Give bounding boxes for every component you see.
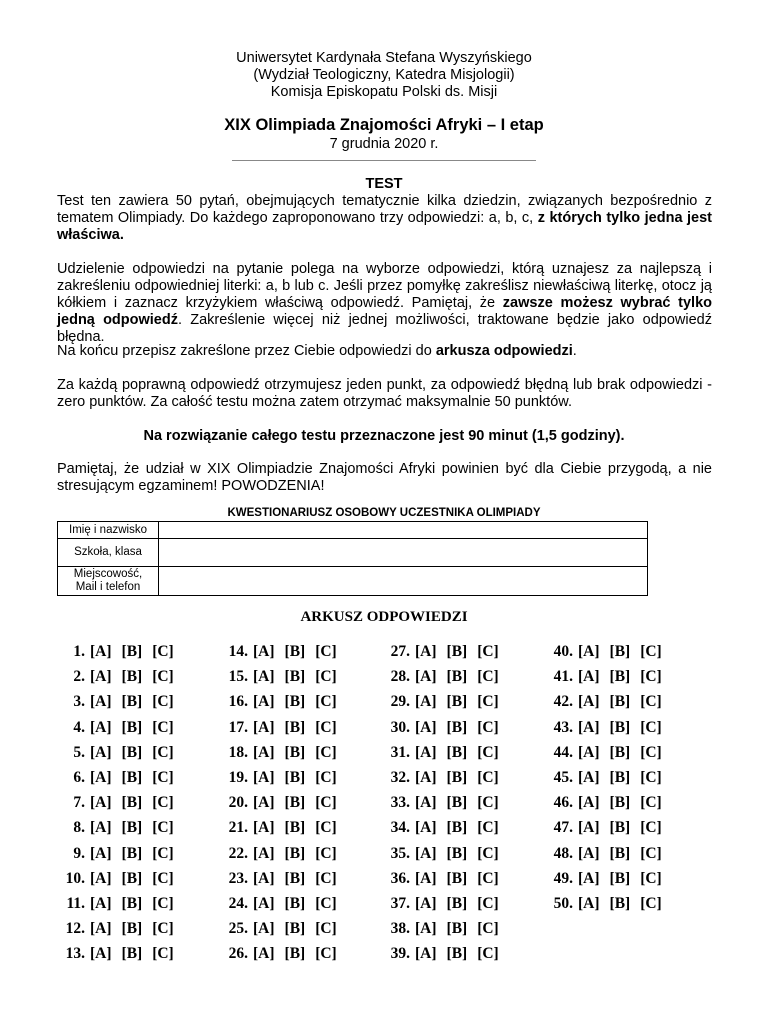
answer-option[interactable]: [C]: [477, 718, 499, 736]
question-number: 12.: [65, 920, 85, 938]
question-number: 25.: [228, 920, 248, 938]
answer-option[interactable]: [C]: [315, 945, 337, 963]
answer-option[interactable]: [B]: [609, 794, 631, 812]
answer-row: [220, 744, 347, 762]
answer-option[interactable]: [B]: [446, 920, 468, 938]
answer-row: [382, 668, 509, 686]
answer-option[interactable]: [B]: [609, 693, 631, 711]
answer-row: [382, 643, 509, 661]
answer-option[interactable]: [B]: [446, 895, 468, 912]
question-number: 38.: [390, 920, 410, 938]
answer-option[interactable]: [A]: [415, 693, 437, 711]
answer-option[interactable]: [B]: [121, 743, 143, 761]
answer-row: [545, 693, 672, 711]
label-school: Szkoła, klasa: [58, 539, 159, 567]
question-number: 23.: [228, 869, 248, 887]
answer-sheet-title: ARKUSZ ODPOWIEDZI: [300, 609, 468, 625]
answer-option[interactable]: [A]: [578, 769, 600, 786]
question-number: 29.: [390, 693, 410, 711]
answer-option[interactable]: [A]: [578, 743, 600, 761]
answer-option[interactable]: [C]: [477, 643, 499, 660]
questionnaire-title: KWESTIONARIUSZ OSOBOWY UCZESTNIKA OLIMPIADY: [227, 507, 541, 519]
answer-option[interactable]: [B]: [446, 844, 468, 862]
answer-row: [220, 769, 347, 787]
page-title: XIX Olimpiada Znajomości Afryki – I etap: [224, 116, 544, 134]
answer-option[interactable]: [A]: [90, 668, 112, 686]
answer-row: [220, 845, 347, 863]
answer-option[interactable]: [B]: [121, 693, 143, 711]
answer-option[interactable]: [A]: [90, 895, 112, 912]
answer-option[interactable]: [C]: [152, 769, 174, 786]
question-number: 15.: [228, 668, 248, 686]
answer-option[interactable]: [C]: [152, 794, 174, 812]
answer-row: [382, 719, 509, 737]
question-number: 47.: [553, 819, 573, 837]
answer-option[interactable]: [A]: [253, 718, 275, 736]
answer-row: [57, 693, 184, 711]
question-number: 35.: [390, 844, 410, 862]
answer-option[interactable]: [B]: [121, 945, 143, 963]
question-number: 48.: [553, 844, 573, 862]
label-contact-line1: Miejscowość,: [73, 568, 143, 580]
answer-option[interactable]: [A]: [253, 769, 275, 786]
paragraph-text: . Zakreślenie więcej niż jednej możliwości, traktowane będzie jako odpowiedź błędna.: [57, 312, 712, 345]
answer-option[interactable]: [A]: [253, 945, 275, 963]
answer-option[interactable]: [C]: [477, 794, 499, 812]
answer-option[interactable]: [C]: [477, 743, 499, 761]
answer-row: [545, 845, 672, 863]
answer-option[interactable]: [B]: [609, 718, 631, 736]
answer-option[interactable]: [B]: [446, 743, 468, 761]
answer-row: [57, 769, 184, 787]
answer-option[interactable]: [B]: [284, 643, 306, 660]
answer-row: [57, 845, 184, 863]
answer-option[interactable]: [C]: [315, 643, 337, 660]
answer-option[interactable]: [C]: [477, 869, 499, 887]
question-number: 30.: [390, 718, 410, 736]
answer-row: [382, 693, 509, 711]
answer-option[interactable]: [C]: [315, 794, 337, 812]
paragraph-text: .: [572, 343, 577, 359]
answer-row: [545, 719, 672, 737]
question-number: 2.: [73, 668, 85, 686]
question-number: 22.: [228, 844, 248, 862]
answer-option[interactable]: [C]: [315, 920, 337, 938]
answer-option[interactable]: [A]: [90, 693, 112, 711]
answer-option[interactable]: [A]: [253, 869, 275, 887]
paragraph-text: Test ten zawiera 50 pytań, obejmujących tematycznie kilka dziedzin, związanych bezpośrednio z tematem Olimpiady. Do każdego zaproponowano trzy odpowiedzi: a, b, c,: [57, 193, 712, 226]
answer-option[interactable]: [C]: [477, 693, 499, 711]
answer-option[interactable]: [B]: [121, 668, 143, 686]
answer-row: [382, 945, 509, 963]
answer-row: [545, 668, 672, 686]
answer-row: [382, 819, 509, 837]
paragraph-emphasis: zawsze możesz wybrać tylko jedną odpowiedź: [57, 295, 712, 328]
answer-option[interactable]: [C]: [152, 819, 174, 837]
answer-row: [57, 920, 184, 938]
answer-row: [382, 744, 509, 762]
question-number: 21.: [228, 819, 248, 837]
answer-option[interactable]: [C]: [315, 743, 337, 761]
answer-option[interactable]: [A]: [253, 819, 275, 837]
question-number: 40.: [553, 643, 573, 660]
answer-option[interactable]: [C]: [315, 819, 337, 837]
answer-option[interactable]: [C]: [315, 693, 337, 711]
answer-row: [57, 643, 184, 661]
answer-option[interactable]: [A]: [578, 718, 600, 736]
question-number: 24.: [228, 895, 248, 912]
answer-option[interactable]: [B]: [609, 844, 631, 862]
question-number: 42.: [553, 693, 573, 711]
question-number: 36.: [390, 869, 410, 887]
answer-option[interactable]: [B]: [446, 869, 468, 887]
question-number: 20.: [228, 794, 248, 812]
answer-row: [57, 945, 184, 963]
question-number: 8.: [73, 819, 85, 837]
answer-option[interactable]: [B]: [446, 819, 468, 837]
answer-option[interactable]: [B]: [609, 895, 631, 912]
answer-option[interactable]: [A]: [415, 844, 437, 862]
question-number: 37.: [390, 895, 410, 912]
answer-option[interactable]: [B]: [121, 844, 143, 862]
answer-row: [57, 794, 184, 812]
question-number: 41.: [553, 668, 573, 686]
answer-option[interactable]: [A]: [415, 668, 437, 686]
answer-row: [220, 643, 347, 661]
answer-option[interactable]: [B]: [446, 668, 468, 686]
answer-option[interactable]: [C]: [477, 668, 499, 686]
answer-option[interactable]: [A]: [415, 769, 437, 786]
answer-option[interactable]: [C]: [477, 920, 499, 938]
answer-option[interactable]: [A]: [90, 844, 112, 862]
question-number: 44.: [553, 743, 573, 761]
answer-row: [57, 719, 184, 737]
answer-row: [382, 794, 509, 812]
answer-option[interactable]: [A]: [578, 794, 600, 812]
answer-option[interactable]: [B]: [121, 794, 143, 812]
label-name: Imię i nazwisko: [58, 522, 159, 539]
answer-option[interactable]: [C]: [152, 920, 174, 938]
answer-option[interactable]: [B]: [609, 643, 631, 660]
answer-row: [545, 819, 672, 837]
answer-option[interactable]: [C]: [640, 743, 662, 761]
answer-option[interactable]: [C]: [640, 869, 662, 887]
answer-option[interactable]: [B]: [446, 769, 468, 786]
answer-option[interactable]: [A]: [90, 769, 112, 786]
paragraph-instructions: [57, 261, 712, 346]
label-contact-line2: Mail i telefon: [75, 581, 141, 593]
answer-option[interactable]: [B]: [284, 718, 306, 736]
question-number: 39.: [390, 945, 410, 963]
answer-row: [382, 920, 509, 938]
divider: [232, 160, 536, 161]
answer-row: [220, 870, 347, 888]
question-number: 7.: [73, 794, 85, 812]
answer-option[interactable]: [C]: [315, 769, 337, 786]
answer-option[interactable]: [C]: [152, 844, 174, 862]
question-number: 33.: [390, 794, 410, 812]
question-number: 19.: [228, 769, 248, 786]
paragraph-scoring: Za każdą poprawną odpowiedź otrzymujesz jeden punkt, za odpowiedź błędną lub brak odpowiedzi - zero punktów. Za całość testu można zatem otrzymać maksymalnie 50 punktów.: [57, 377, 712, 410]
answer-option[interactable]: [A]: [415, 743, 437, 761]
question-number: 49.: [553, 869, 573, 887]
answer-option[interactable]: [C]: [477, 844, 499, 862]
answer-option[interactable]: [B]: [284, 819, 306, 837]
answer-option[interactable]: [C]: [640, 895, 662, 912]
question-number: 4.: [73, 718, 85, 736]
paragraph-transfer: [57, 343, 712, 360]
answer-option[interactable]: [A]: [90, 718, 112, 736]
answer-option[interactable]: [B]: [284, 945, 306, 963]
answer-option[interactable]: [B]: [446, 945, 468, 963]
question-number: 14.: [228, 643, 248, 660]
answer-option[interactable]: [B]: [446, 718, 468, 736]
answer-option[interactable]: [C]: [640, 819, 662, 837]
field-name[interactable]: [159, 522, 648, 539]
answer-option[interactable]: [C]: [152, 895, 174, 912]
exam-date: 7 grudnia 2020 r.: [329, 136, 439, 152]
answer-row: [220, 668, 347, 686]
answer-option[interactable]: [C]: [640, 693, 662, 711]
question-number: 43.: [553, 718, 573, 736]
answer-option[interactable]: [C]: [477, 945, 499, 963]
time-notice: Na rozwiązanie całego testu przeznaczone jest 90 minut (1,5 godziny).: [143, 428, 625, 444]
answer-row: [545, 643, 672, 661]
question-number: 3.: [73, 693, 85, 711]
answer-option[interactable]: [B]: [446, 643, 468, 660]
answer-option[interactable]: [A]: [415, 643, 437, 660]
answer-option[interactable]: [C]: [152, 668, 174, 686]
answer-option[interactable]: [B]: [609, 769, 631, 786]
commission-name: Komisja Episkopatu Polski ds. Misji: [270, 84, 498, 100]
field-school[interactable]: [159, 539, 648, 567]
answer-option[interactable]: [A]: [578, 693, 600, 711]
question-number: 50.: [553, 895, 573, 912]
answer-option[interactable]: [A]: [90, 643, 112, 660]
question-number: 32.: [390, 769, 410, 786]
answer-row: [545, 794, 672, 812]
answer-option[interactable]: [A]: [253, 794, 275, 812]
answer-option[interactable]: [B]: [284, 668, 306, 686]
question-number: 1.: [73, 643, 85, 660]
answer-option[interactable]: [B]: [121, 718, 143, 736]
answer-option[interactable]: [A]: [253, 743, 275, 761]
answer-option[interactable]: [A]: [253, 693, 275, 711]
answer-option[interactable]: [A]: [415, 819, 437, 837]
answer-option[interactable]: [B]: [284, 895, 306, 912]
question-number: 6.: [73, 769, 85, 786]
answer-option[interactable]: [A]: [415, 920, 437, 938]
answer-option[interactable]: [C]: [640, 718, 662, 736]
answer-row: [57, 744, 184, 762]
answer-option[interactable]: [B]: [121, 643, 143, 660]
answer-option[interactable]: [A]: [578, 895, 600, 912]
answer-option[interactable]: [A]: [253, 844, 275, 862]
answer-option[interactable]: [A]: [90, 869, 112, 887]
answer-option[interactable]: [B]: [121, 769, 143, 786]
answer-option[interactable]: [C]: [315, 844, 337, 862]
answer-option[interactable]: [A]: [578, 844, 600, 862]
answer-row: [220, 920, 347, 938]
answer-option[interactable]: [A]: [90, 819, 112, 837]
question-number: 45.: [553, 769, 573, 786]
paragraph-text: Na końcu przepisz zakreślone przez Ciebie odpowiedzi do: [57, 343, 436, 359]
answer-option[interactable]: [A]: [253, 643, 275, 660]
answer-option[interactable]: [C]: [640, 668, 662, 686]
question-number: 34.: [390, 819, 410, 837]
answer-option[interactable]: [B]: [121, 869, 143, 887]
answer-option[interactable]: [B]: [284, 869, 306, 887]
answer-option[interactable]: [B]: [609, 743, 631, 761]
answer-row: [220, 895, 347, 913]
answer-option[interactable]: [C]: [152, 945, 174, 963]
faculty-name: (Wydział Teologiczny, Katedra Misjologii): [253, 67, 515, 83]
answer-option[interactable]: [C]: [152, 643, 174, 660]
answer-option[interactable]: [A]: [415, 895, 437, 912]
answer-option[interactable]: [B]: [284, 693, 306, 711]
paragraph-closing: Pamiętaj, że udział w XIX Olimpiadzie Znajomości Afryki powinien być dla Ciebie przygodą, a nie stresującym egzaminem! POWODZENIA!: [57, 461, 712, 494]
answer-option[interactable]: [B]: [121, 895, 143, 912]
answer-option[interactable]: [B]: [121, 819, 143, 837]
label-contact: [58, 567, 159, 596]
answer-row: [220, 693, 347, 711]
answer-row: [382, 845, 509, 863]
answer-row: [220, 794, 347, 812]
answer-row: [220, 945, 347, 963]
answer-option[interactable]: [C]: [152, 718, 174, 736]
answer-option[interactable]: [A]: [415, 869, 437, 887]
answer-row: [57, 668, 184, 686]
answer-row: [57, 819, 184, 837]
answer-row: [220, 819, 347, 837]
question-number: 9.: [73, 844, 85, 862]
answer-row: [220, 719, 347, 737]
answer-option[interactable]: [C]: [640, 769, 662, 786]
answer-option[interactable]: [A]: [90, 920, 112, 938]
question-number: 10.: [65, 869, 85, 887]
question-number: 18.: [228, 743, 248, 761]
answer-option[interactable]: [A]: [253, 920, 275, 938]
answer-option[interactable]: [A]: [415, 945, 437, 963]
field-contact[interactable]: [159, 567, 648, 596]
answer-option[interactable]: [A]: [415, 794, 437, 812]
answer-option[interactable]: [C]: [315, 869, 337, 887]
answer-option[interactable]: [B]: [284, 769, 306, 786]
question-number: 13.: [65, 945, 85, 963]
question-number: 27.: [390, 643, 410, 660]
answer-option[interactable]: [B]: [284, 743, 306, 761]
answer-option[interactable]: [A]: [90, 945, 112, 963]
answer-option[interactable]: [B]: [121, 920, 143, 938]
paragraph-emphasis: arkusza odpowiedzi: [435, 343, 573, 359]
answer-option[interactable]: [C]: [640, 794, 662, 812]
answer-row: [545, 895, 672, 913]
question-number: 46.: [553, 794, 573, 812]
answer-option[interactable]: [A]: [578, 643, 600, 660]
answer-option[interactable]: [B]: [284, 794, 306, 812]
answer-option[interactable]: [C]: [152, 869, 174, 887]
answer-row: [382, 769, 509, 787]
paragraph-emphasis: z których tylko jedna jest właściwa.: [57, 210, 712, 243]
answer-row: [545, 744, 672, 762]
answer-option[interactable]: [C]: [640, 643, 662, 660]
answer-option[interactable]: [B]: [609, 819, 631, 837]
paragraph-intro: [57, 193, 712, 244]
answer-option[interactable]: [C]: [477, 769, 499, 786]
answer-option[interactable]: [C]: [315, 668, 337, 686]
answer-option[interactable]: [B]: [609, 869, 631, 887]
test-heading: TEST: [365, 176, 403, 192]
answer-option[interactable]: [A]: [415, 718, 437, 736]
answer-option[interactable]: [B]: [284, 920, 306, 938]
answer-option[interactable]: [A]: [90, 743, 112, 761]
university-name: Uniwersytet Kardynała Stefana Wyszyńskiego: [236, 50, 532, 66]
answer-option[interactable]: [C]: [152, 743, 174, 761]
answer-row: [545, 769, 672, 787]
answer-option[interactable]: [A]: [90, 794, 112, 812]
question-number: 26.: [228, 945, 248, 963]
answer-row: [57, 895, 184, 913]
question-number: 28.: [390, 668, 410, 686]
answer-option[interactable]: [C]: [315, 718, 337, 736]
answer-option[interactable]: [B]: [446, 794, 468, 812]
question-number: 31.: [390, 743, 410, 761]
answer-option[interactable]: [C]: [477, 895, 499, 912]
question-number: 16.: [228, 693, 248, 711]
answer-row: [382, 895, 509, 913]
answer-row: [57, 870, 184, 888]
question-number: 11.: [66, 895, 85, 912]
answer-option[interactable]: [B]: [284, 844, 306, 862]
answer-row: [382, 870, 509, 888]
question-number: 17.: [228, 718, 248, 736]
answer-option[interactable]: [A]: [253, 668, 275, 686]
answer-row: [545, 870, 672, 888]
answer-option[interactable]: [C]: [152, 693, 174, 711]
paragraph-text: Udzielenie odpowiedzi na pytanie polega na wyborze odpowiedzi, którą uznajesz za najlepszą i zakreśleniu odpowiedniej literki: a, b lub c. Jeśli przez pomyłkę zakreślisz niewłaściwą literkę, otocz ją kółkiem i zaznacz krzyżykiem właściwą odpowiedź. Pamiętaj, że: [57, 261, 712, 311]
answer-option[interactable]: [A]: [578, 869, 600, 887]
answer-option[interactable]: [C]: [640, 844, 662, 862]
questionnaire-table: [57, 521, 648, 596]
answer-option[interactable]: [A]: [578, 668, 600, 686]
answer-option[interactable]: [A]: [253, 895, 275, 912]
answer-option[interactable]: [B]: [609, 668, 631, 686]
answer-option[interactable]: [A]: [578, 819, 600, 837]
answer-option[interactable]: [C]: [315, 895, 337, 912]
answer-option[interactable]: [C]: [477, 819, 499, 837]
answer-option[interactable]: [B]: [446, 693, 468, 711]
question-number: 5.: [73, 743, 85, 761]
